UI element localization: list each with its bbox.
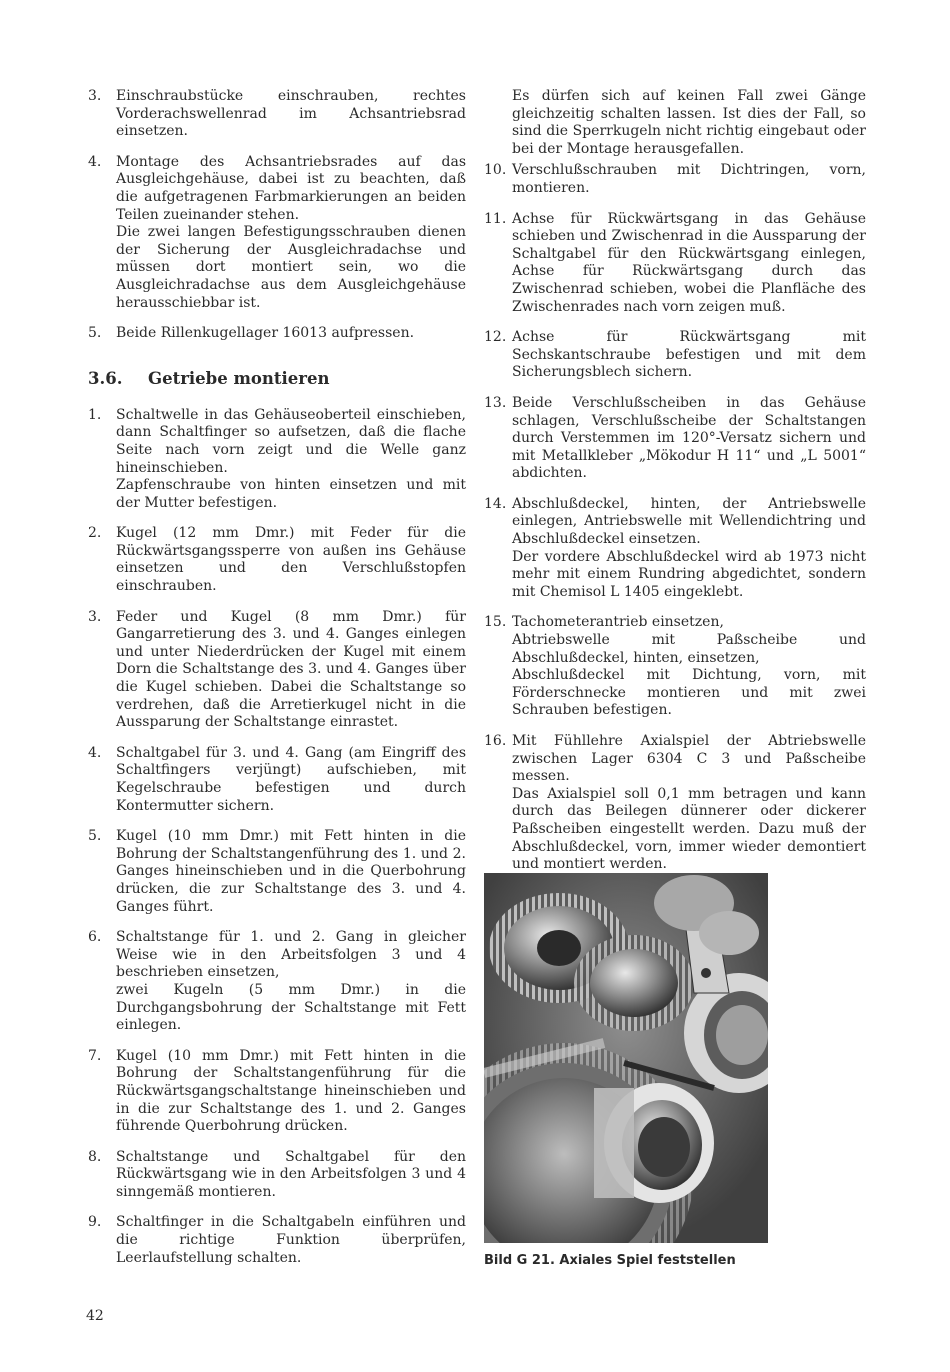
item-text: Schaltgabel für 3. und 4. Gang (am Eingriff des Schaltfingers verjüngt) aufschieben, mit Kegelschraube befestigen und durch Kontermutter sichern. <box>116 744 466 814</box>
list-item <box>88 154 466 312</box>
item-number: 16. <box>484 733 507 749</box>
item-number: 7. <box>88 1047 102 1064</box>
gearbox-photo <box>484 873 768 1243</box>
item-text: Beide Rillenkugellager 16013 aufpressen. <box>116 325 415 342</box>
item-number: 2. <box>88 525 102 542</box>
item-text: Mit Fühllehre Axialspiel der Abtriebswelle zwischen Lager 6304 C 3 und Paßscheibe messen. <box>512 733 866 785</box>
list-item <box>88 929 466 1035</box>
item-text: Verschlußschrauben mit Dichtringen, vorn, montieren. <box>512 162 866 196</box>
item-text: Schaltfinger in die Schaltgabeln einführen und die richtige Funktion überprüfen, Leerlaufstellung schalten. <box>116 1214 466 1266</box>
list-item <box>484 395 866 483</box>
item-text: Kugel (12 mm Dmr.) mit Feder für die Rückwärtsgangssperre von außen ins Gehäuse einsetzen und den Verschlußstopfen einschrauben. <box>116 525 466 595</box>
item-text: Feder und Kugel (8 mm Dmr.) für Gangarretierung des 3. und 4. Ganges einlegen und unter Niederdrücken der Kugel mit einem Dorn die Schaltstange des 3. und 4. Ganges über die Kugel schieben. Dabei die Schaltstange so verdrehen, daß die Arretierkugel nicht in die Aussparung der Schaltstange einrastet. <box>116 608 466 731</box>
item-text: Abschlußdeckel, hinten, der Antriebswelle einlegen, Antriebswelle mit Wellendichtring und Abschlußdeckel einsetzen. <box>512 495 866 548</box>
item-text: Kugel (10 mm Dmr.) mit Fett hinten in die Bohrung der Schaltstangenführung des 1. und 2. Ganges hineinschieben und in die Querbohrung drücken, die zur Schaltstange des 3. und 4. Ganges führt. <box>116 828 466 915</box>
list-item <box>484 496 866 602</box>
item-text: Beide Verschlußscheiben in das Gehäuse schlagen, Verschlußscheibe der Schaltstangen durch Verstemmen im 120°-Versatz sichern und mit Metallkleber „Mökodur H 11“ und „L 5001“ abdichten. <box>512 394 866 482</box>
list-item <box>88 1048 466 1136</box>
item-text: Achse für Rückwärtsgang in das Gehäuse schieben und Zwischenrad in die Aussparung der Schaltgabel für den Rückwärtsgang einlegen, Achse für Rückwärtsgang durch das Zwischenrad schieben, wobei die Planfläche des Zwischenrades nach vorn zeigen muß. <box>512 210 866 315</box>
item-number: 8. <box>88 1148 102 1165</box>
item-text: Schaltstange und Schaltgabel für den Rückwärtsgang wie in den Arbeitsfolgen 3 und 4 sinngemäß montieren. <box>116 1148 466 1200</box>
item-text: Abschlußdeckel mit Dichtung, vorn, mit Förderschnecke montieren und mit zwei Schrauben befestigen. <box>512 667 866 719</box>
list-item <box>484 211 866 317</box>
item-text: Das Axialspiel soll 0,1 mm betragen und kann durch das Beilegen dünnerer oder dickerer Paßscheiben eingestellt werden. Dazu muß der Abschlußdeckel, vorn, immer wieder demontiert und montiert werden. <box>512 785 866 873</box>
section-steps-list <box>88 407 466 1268</box>
item-text: Montage des Achsantriebsrades auf das Ausgleichgehäuse, dabei ist zu beachten, daß die aufgetragenen Farbmarkierungen an beiden Teilen zueinander stehen. <box>116 153 466 223</box>
item-text: Die zwei langen Befestigungsschrauben dienen der Sicherung der Ausgleichradachse und müssen dort montiert sein, wo die Ausgleichradachse aus dem Ausgleichgehäuse herausschiebbar ist. <box>116 224 466 311</box>
section-title: Getriebe montieren <box>148 368 330 388</box>
list-item <box>88 828 466 916</box>
item-number: 11. <box>484 210 507 227</box>
item-number: 3. <box>88 608 102 625</box>
item-number: 5. <box>88 325 102 342</box>
item-number: 12. <box>484 329 507 346</box>
item-text: Kugel (10 mm Dmr.) mit Fett hinten in die Bohrung der Schaltstangenführung für die Rückwärtsgangschaltstange hineinschieben und in die zur Schaltstange des 1. und 2. Ganges führende Querbohrung drücken. <box>116 1047 466 1135</box>
list-item <box>88 88 466 141</box>
item-text: Tachometerantrieb einsetzen, <box>512 614 724 631</box>
list-item <box>88 609 466 732</box>
item-number: 13. <box>484 394 507 411</box>
item-number: 4. <box>88 153 102 170</box>
item-text: Einschraubstücke einschrauben, rechtes Vorderachswellenrad im Achsantriebsrad einsetzen. <box>116 88 466 140</box>
left-top-list <box>88 88 466 343</box>
list-item <box>484 614 866 720</box>
list-item <box>88 325 466 343</box>
list-item <box>88 525 466 595</box>
right-column <box>484 88 866 887</box>
item-text: Schaltstange für 1. und 2. Gang in gleicher Weise wie in den Arbeitsfolgen 3 und 4 beschrieben einsetzen, <box>116 929 466 981</box>
list-item <box>484 329 866 382</box>
item-number: 5. <box>88 828 102 845</box>
list-item <box>484 733 866 874</box>
item-number: 14. <box>484 495 507 512</box>
warning-paragraph: Es dürfen sich auf keinen Fall zwei Gänge gleichzeitig schalten lassen. Ist dies der Fall, so sind die Sperrkugeln nicht richtig eingebaut oder bei der Montage herausgefallen. <box>512 88 866 157</box>
list-item <box>88 1149 466 1202</box>
item-number: 9. <box>88 1214 102 1231</box>
left-column <box>88 88 466 1280</box>
section-number: 3.6. <box>88 368 123 388</box>
item-number: 15. <box>484 614 507 631</box>
item-number: 10. <box>484 162 507 179</box>
page-number: 42 <box>86 1308 104 1324</box>
item-text: Der vordere Abschlußdeckel wird ab 1973 nicht mehr mit einem Rundring abgedichtet, sondern mit Chemisol L 1405 eingeklebt. <box>512 548 866 600</box>
item-number: 4. <box>88 744 102 761</box>
item-text: Abtriebswelle mit Paßscheibe und Abschlußdeckel, hinten, einsetzen, <box>512 632 866 666</box>
item-text: Achse für Rückwärtsgang mit Sechskantschraube befestigen und mit dem Sicherungsblech sichern. <box>512 329 866 381</box>
item-text: zwei Kugeln (5 mm Dmr.) in die Durchgangsbohrung der Schaltstange mit Fett einlegen. <box>116 981 466 1034</box>
list-item <box>484 162 866 197</box>
item-number: 6. <box>88 929 102 946</box>
section-heading <box>88 369 466 389</box>
item-text: Zapfenschraube von hinten einsetzen und mit der Mutter befestigen. <box>116 477 466 511</box>
right-steps-list <box>484 162 866 873</box>
figure-caption: Bild G 21. Axiales Spiel feststellen <box>484 1253 736 1268</box>
item-number: 1. <box>88 406 102 423</box>
list-item <box>88 1214 466 1267</box>
item-number: 3. <box>88 88 102 104</box>
list-item <box>88 407 466 513</box>
list-item <box>88 745 466 815</box>
item-text: Schaltwelle in das Gehäuseoberteil einschieben, dann Schaltfinger so aufsetzen, daß die flache Seite nach vorn zeigt und die Welle ganz hineinschieben. <box>116 406 466 476</box>
